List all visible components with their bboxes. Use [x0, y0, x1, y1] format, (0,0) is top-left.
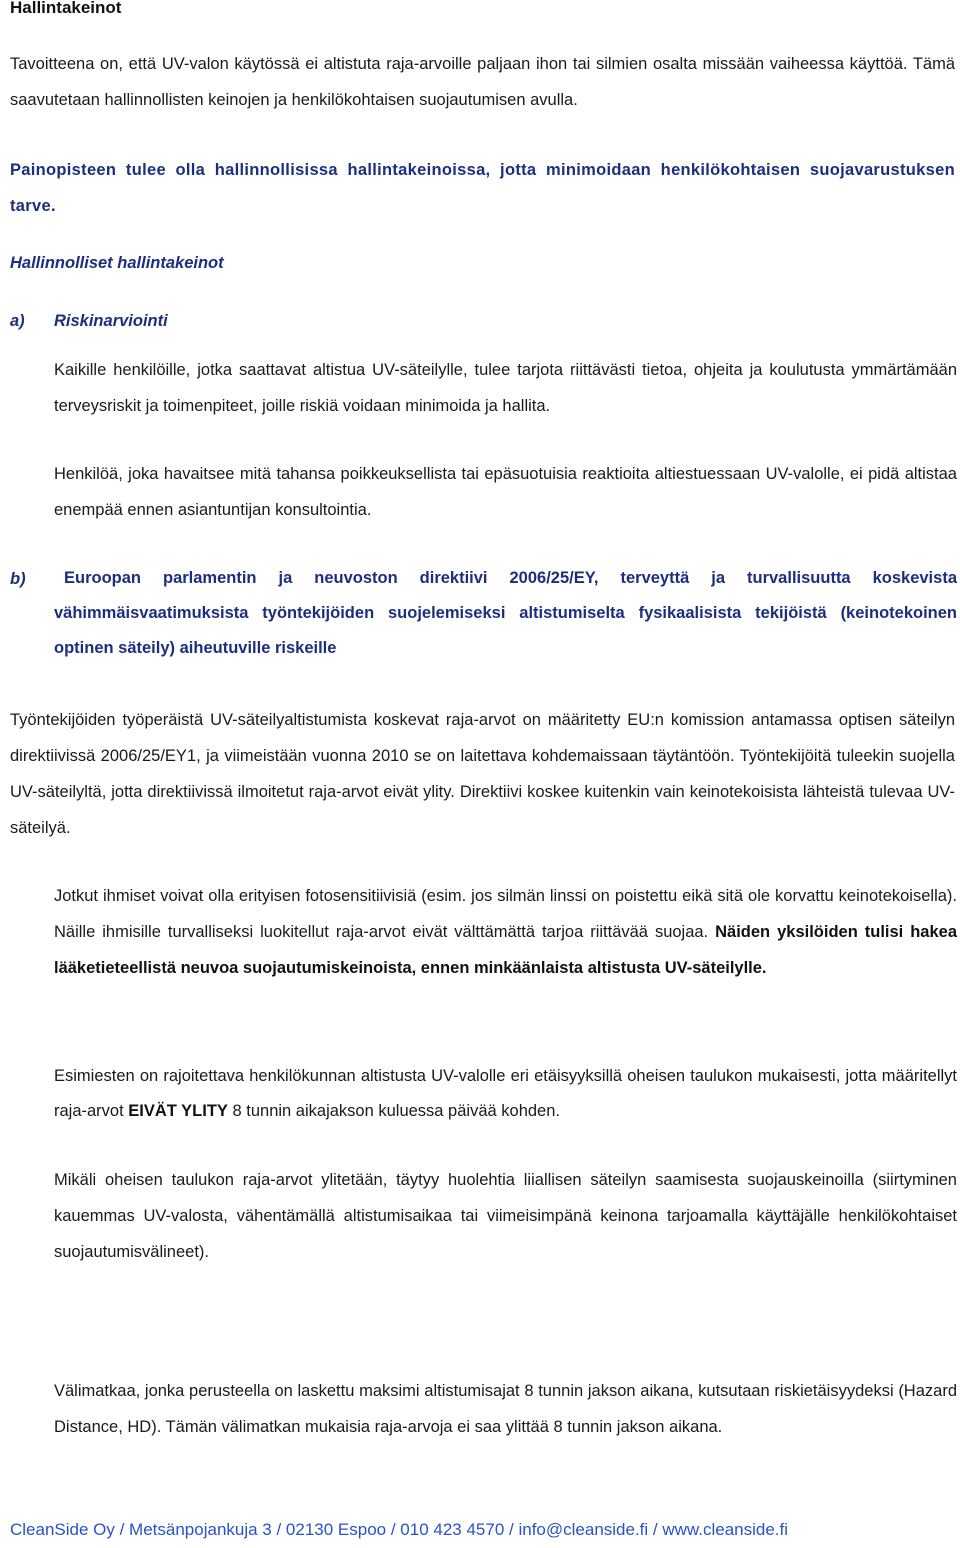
supervisor-after: 8 tunnin aikajakson kuluessa päivää kohden.: [227, 1102, 560, 1120]
photosensitive-paragraph: [54, 878, 957, 986]
footer-contact: CleanSide Oy / Metsänpojankuja 3 / 02130 Espoo / 010 423 4570 / info@cleanside.fi / www.cleanside.fi: [10, 1520, 789, 1539]
supervisor-before: Esimiesten on rajoitettava henkilökunnan altistusta UV-valolle eri etäisyyksillä oheisen taulukon mukaisesti, jotta määritellyt raja-arvot: [54, 1067, 957, 1120]
intro-paragraph: Tavoitteena on, että UV-valon käytössä ei altistuta raja-arvoille paljaan ihon tai silmien osalta missään vaiheessa käyttöä. Tämä saavutetaan hallinnollisten keinojen ja henkilökohtaisen suojautumisen avulla.: [10, 55, 955, 109]
item-a-label: a): [10, 312, 25, 330]
item-a-paragraph-2: Henkilöä, joka havaitsee mitä tahansa poikkeuksellista tai epäsuotuisia reaktioita altiestuessaan UV-valolle, ei pidä altistaa enempää ennen asiantuntijan konsultointia.: [54, 465, 957, 519]
item-b-title: Euroopan parlamentin ja neuvoston direktiivi 2006/25/EY, terveyttä ja turvallisuutta koskevista vähimmäisvaatimuksista työntekijöiden suojelemiseksi altistumiselta fysikaalisista tekijöistä (keinotekoinen optinen säteily) aiheutuville riskeille: [54, 569, 957, 657]
distance-paragraph: Välimatkaa, jonka perusteella on laskettu maksimi altistumisajat 8 tunnin jakson aikana, kutsutaan riskietäisyydeksi (Hazard Distance, HD). Tämän välimatkan mukaisia raja-arvoja ei saa ylittää 8 tunnin jakson aikana.: [54, 1382, 957, 1436]
photosensitive-text: Jotkut ihmiset voivat olla erityisen fotosensitiivisiä (esim. jos silmän linssi on poistettu eikä sitä ole korvattu keinotekoisella). Näille ihmisille turvalliseksi luokitellut raja-arvot eivät välttämättä tarjoa riittävää suojaa.: [54, 887, 957, 941]
page-title: Hallintakeinot: [10, 0, 122, 17]
supervisor-bold: EIVÄT YLITY: [128, 1102, 228, 1120]
exceed-paragraph: Mikäli oheisen taulukon raja-arvot ylitetään, täytyy huolehtia liiallisen säteilyn saamisesta suojauskeinoilla (siirtyminen kauemmas UV-valosta, vähentämällä altistumisaikaa tai viimeisimpänä keinona tarjoamalla käyttäjälle henkilökohtaiset suojautumisvälineet).: [54, 1171, 957, 1261]
photosensitive-bold: Näiden yksilöiden tulisi hakea lääketieteellistä neuvoa suojautumiskeinoista, ennen minkäänlaista altistusta UV-säteilylle.: [54, 923, 958, 977]
item-a-paragraph-1: Kaikille henkilöille, jotka saattavat altistua UV-säteilylle, tulee tarjota riittävästi tietoa, ohjeita ja koulutusta ymmärtämään terveysriskit ja toimenpiteet, joille riskiä voidaan minimoida ja hallita.: [54, 361, 957, 415]
directive-paragraph: Työntekijöiden työperäistä UV-säteilyaltistumista koskevat raja-arvot on määritetty EU:n komission antamassa optisen säteilyn direktiivissä 2006/25/EY1, ja viimeistään vuonna 2010 se on laitettava kohdemaissaan täytäntöön. Työntekijöitä tuleekin suojella UV-säteilyltä, jotta direktiivissä ilmoitetut raja-arvot eivät ylity. Direktiivi koskee kuitenkin vain keinotekoisista lähteistä tulevaa UV-säteilyä.: [10, 711, 955, 837]
section-subheading: Hallinnolliset hallintakeinot: [10, 254, 224, 272]
item-a-title: Riskinarviointi: [54, 312, 168, 330]
item-b-label: b): [10, 570, 26, 588]
emphasis-paragraph: Painopisteen tulee olla hallinnollisissa hallintakeinoissa, jotta minimoidaan henkilökohtaisen suojavarustuksen tarve.: [10, 161, 955, 215]
supervisor-paragraph: [54, 1059, 957, 1129]
